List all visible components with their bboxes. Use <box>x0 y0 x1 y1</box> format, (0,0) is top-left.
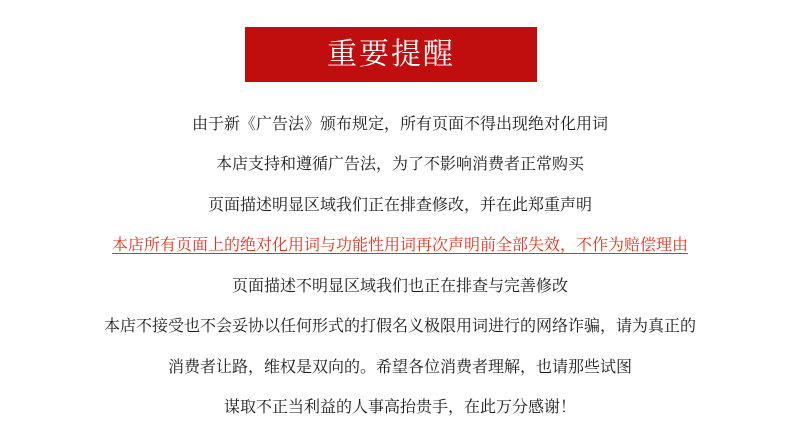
notice-line: 谋取不正当利益的人事高抬贵手，在此万分感谢！ <box>223 397 576 417</box>
notice-line: 消费者让路，维权是双向的。希望各位消费者理解，也请那些试图 <box>167 356 632 376</box>
notice-body <box>0 102 800 426</box>
notice-line: 页面描述明显区域我们正在排查修改，并在此郑重声明 <box>207 194 592 214</box>
page-title: 重要提醒 <box>327 36 455 72</box>
notice-line: 本店支持和遵循广告法，为了不影响消费者正常购买 <box>215 154 584 174</box>
title-banner <box>245 27 537 82</box>
notice-line: 本店不接受也不会妥协以任何形式的打假名义极限用词进行的网络诈骗，请为真正的 <box>103 316 696 336</box>
notice-line-highlighted: 本店所有页面上的绝对化用词与功能性用词再次声明前全部失效，不作为赔偿理由 <box>111 235 688 255</box>
notice-line: 页面描述不明显区域我们也正在排查与完善修改 <box>231 275 568 295</box>
notice-line: 由于新《广告法》颁布规定，所有页面不得出现绝对化用词 <box>191 113 608 133</box>
